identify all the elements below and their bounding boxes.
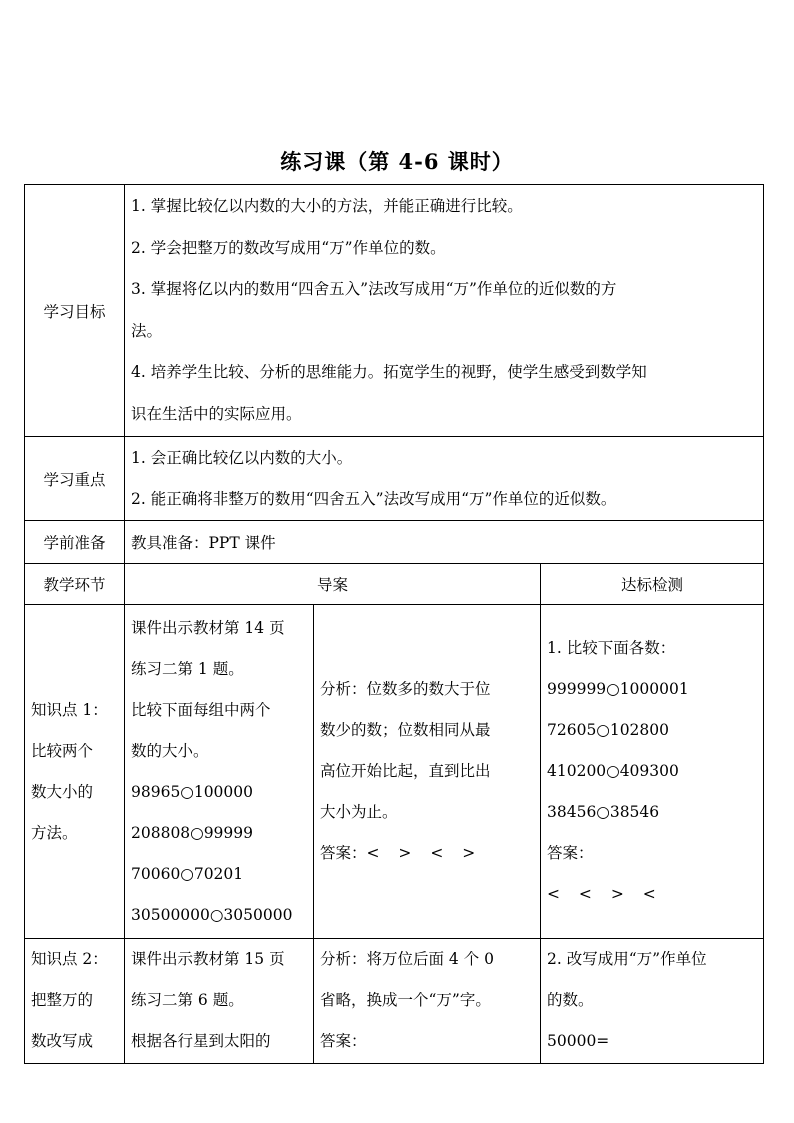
kp1-label-line: 方法。 bbox=[31, 823, 78, 842]
key-point-line: 1. 会正确比较亿以内数的大小。 bbox=[131, 448, 353, 467]
kp1-guide-line: 数的大小。 bbox=[131, 741, 209, 760]
goal-line: 识在生活中的实际应用。 bbox=[131, 404, 302, 423]
kp1-check bbox=[541, 605, 764, 939]
header-guide: 导案 bbox=[125, 564, 541, 605]
knowledge-point-2-row bbox=[25, 939, 764, 1064]
goal-line: 2. 学会把整万的数改写成用“万”作单位的数。 bbox=[131, 238, 446, 257]
kp1-check-answer: < < > < bbox=[547, 885, 656, 903]
kp1-guide-line: 30500000○3050000 bbox=[131, 905, 293, 924]
kp1-label-line: 数大小的 bbox=[31, 782, 94, 801]
prep-label: 学前准备 bbox=[25, 521, 125, 564]
goal-line: 法。 bbox=[131, 321, 163, 340]
kp1-guide-line: 98965○100000 bbox=[131, 782, 254, 801]
kp1-check-line: 1. 比较下面各数： bbox=[547, 639, 676, 657]
kp1-guide-line: 208808○99999 bbox=[131, 823, 254, 842]
kp2-check-line: 50000= bbox=[547, 1032, 610, 1050]
kp2-check bbox=[541, 939, 764, 1064]
kp1-label-line: 知识点 1： bbox=[31, 700, 108, 719]
kp1-check-line: 答案： bbox=[547, 844, 594, 862]
kp1-analysis-line: 分析：位数多的数大于位 bbox=[320, 680, 491, 698]
goals-content bbox=[125, 185, 764, 437]
goal-line: 1. 掌握比较亿以内数的大小的方法，并能正确进行比较。 bbox=[131, 197, 523, 215]
section-header-row bbox=[25, 564, 764, 605]
kp1-check-line: 72605○102800 bbox=[547, 721, 670, 739]
kp2-label-line: 把整万的 bbox=[31, 991, 94, 1009]
kp1-guide bbox=[125, 605, 314, 939]
kp1-guide-line: 70060○70201 bbox=[131, 864, 244, 883]
kp1-analysis-answer: 答案：< > < > bbox=[320, 844, 476, 862]
kp2-analysis-line: 分析：将万位后面 4 个 0 bbox=[320, 950, 495, 968]
key-points-label: 学习重点 bbox=[25, 437, 125, 521]
kp1-analysis bbox=[314, 605, 541, 939]
kp1-label bbox=[25, 605, 125, 939]
goal-line: 4. 培养学生比较、分析的思维能力。拓宽学生的视野，使学生感受到数学知 bbox=[131, 363, 647, 381]
kp2-label-line: 知识点 2： bbox=[31, 950, 108, 968]
kp1-guide-line: 比较下面每组中两个 bbox=[131, 700, 271, 719]
kp1-check-line: 999999○1000001 bbox=[547, 680, 689, 698]
key-points-content bbox=[125, 437, 764, 521]
kp2-analysis-line: 省略，换成一个“万”字。 bbox=[320, 991, 491, 1009]
knowledge-point-1-row bbox=[25, 605, 764, 939]
kp1-guide-line: 课件出示教材第 14 页 bbox=[131, 618, 285, 637]
kp1-check-line: 38456○38546 bbox=[547, 803, 660, 821]
kp1-analysis-line: 高位开始比起，直到比出 bbox=[320, 762, 491, 780]
goals-row bbox=[25, 185, 764, 437]
kp1-analysis-line: 数少的数；位数相同从最 bbox=[320, 721, 491, 739]
kp1-analysis-line: 大小为止。 bbox=[320, 803, 398, 821]
kp1-label-line: 比较两个 bbox=[31, 741, 94, 760]
page-title: 练习课（第 4-6 课时） bbox=[280, 149, 514, 174]
kp1-guide-line: 练习二第 1 题。 bbox=[131, 659, 244, 678]
lesson-plan-table bbox=[24, 184, 764, 1064]
key-point-line: 2. 能正确将非整万的数用“四舍五入”法改写成用“万”作单位的近似数。 bbox=[131, 489, 617, 508]
goals-label: 学习目标 bbox=[25, 185, 125, 437]
kp2-label bbox=[25, 939, 125, 1064]
kp2-label-line: 数改写成 bbox=[31, 1032, 94, 1050]
prep-content: 教具准备：PPT 课件 bbox=[125, 521, 764, 564]
kp2-guide-line: 根据各行星到太阳的 bbox=[131, 1032, 271, 1050]
kp2-guide bbox=[125, 939, 314, 1064]
prep-row bbox=[25, 521, 764, 564]
header-check: 达标检测 bbox=[541, 564, 764, 605]
goal-line: 3. 掌握将亿以内的数用“四舍五入”法改写成用“万”作单位的近似数的方 bbox=[131, 280, 617, 298]
header-teaching-stage: 教学环节 bbox=[25, 564, 125, 605]
key-points-row bbox=[25, 437, 764, 521]
kp2-check-line: 的数。 bbox=[547, 991, 594, 1009]
kp2-analysis-line: 答案： bbox=[320, 1032, 367, 1050]
kp1-check-line: 410200○409300 bbox=[547, 762, 679, 780]
kp2-guide-line: 课件出示教材第 15 页 bbox=[131, 950, 285, 968]
kp2-guide-line: 练习二第 6 题。 bbox=[131, 991, 244, 1009]
kp2-analysis bbox=[314, 939, 541, 1064]
kp2-check-line: 2. 改写成用“万”作单位 bbox=[547, 950, 707, 968]
